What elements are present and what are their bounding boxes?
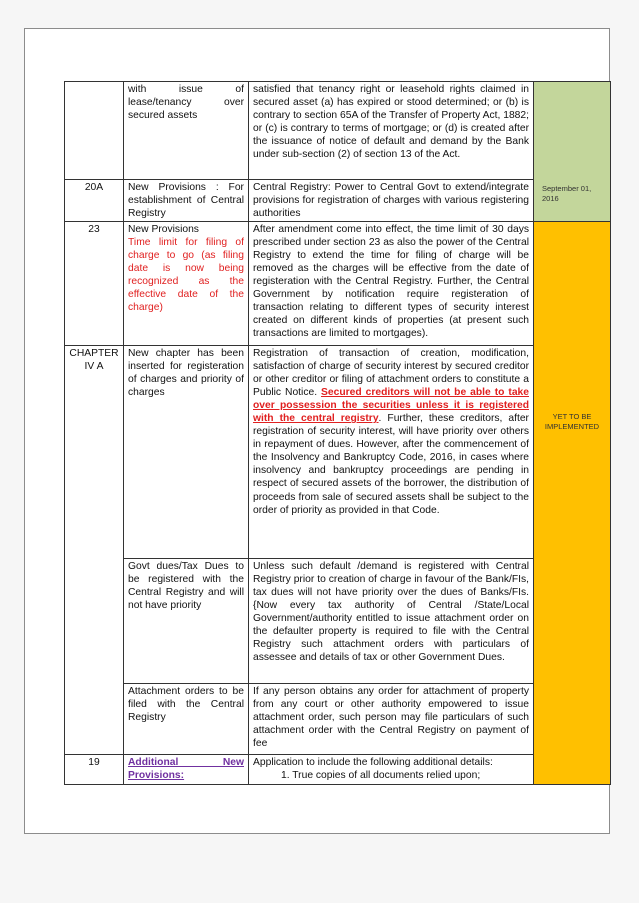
subject-cell (124, 222, 249, 346)
provision-cell: After amendment come into effect, the time limit of 30 days prescribed under section 23 as also the power of the Central Registry to extend the time for filing of charge will be removed as the charges will be effective from the date of registeration with the Central Registry. Further, the Central Government by notification require registeration of transaction relating to different types of security interest created on different kinds of properties (at present such transactions are limited to mortgages). (249, 222, 534, 346)
subject-title: New Provisions (128, 224, 199, 235)
status-pending: YET TO BE IMPLEMENTED (544, 412, 600, 431)
provision-text: . Further, these creditors, after registration of security interest, will have priority over others in repayment of dues. However, after the commencement of the Insolvency and Bankruptcy Code, 2016, in cases where insolvency and bankruptcy proceedings are pending in respect of secured assets of the borrower, the distribution of proceeds from sale of secured assets shall be subject to the order of priority as provided in that Code. (253, 413, 529, 516)
provision-text: Registration of transaction of creation, modification, satisfaction of charge of security interest by secured creditor or other creditor or filing of attachment orders to constitute a Public Notice. (253, 348, 529, 399)
subject-cell: with issue of lease/tenancy over secured assets (124, 82, 249, 180)
subject-cell: Attachment orders to be filed with the Central Registry (124, 684, 249, 755)
status-cell-amber (534, 222, 611, 785)
table-row (65, 755, 611, 785)
provision-highlight: Secured creditors will not be able to take over possession the securities unless it is registered with the central registry (253, 387, 529, 425)
section-cell: 20A (65, 180, 124, 222)
provision-cell: satisfied that tenancy right or leasehold rights claimed in secured asset (a) has expired or stood determined; or (b) is contrary to section 65A of the Transfer of Property Act, 1882; or (c) is contrary to terms of mortgage; or (d) is created after the issuance of notice of default and demand by the Bank under sub-section (2) of section 13 of the Act. (249, 82, 534, 180)
section-cell: 19 (65, 755, 124, 785)
status-cell-green (534, 82, 611, 222)
table-row (65, 82, 611, 180)
subject-cell: New Provisions : For establishment of Central Registry (124, 180, 249, 222)
subject-cell: New chapter has been inserted for registeration of charges and priority of charges (124, 346, 249, 559)
table-row (65, 559, 611, 684)
subject-note-red: Time limit for filing of charge to go (as filing date is now being recognized as the effective date of the charge) (128, 237, 244, 314)
section-cell (65, 82, 124, 180)
status-date: September 01, 2016 (542, 184, 592, 203)
table-row (65, 684, 611, 755)
provision-cell: If any person obtains any order for attachment of property from any court or other authority empowered to issue attachment order, such person may file particulars of such attachment order with the Central Registry on payment of fee (249, 684, 534, 755)
subject-cell (124, 755, 249, 785)
provision-cell (249, 755, 534, 785)
section-cell: CHAPTER IV A (65, 346, 124, 755)
table-row (65, 180, 611, 222)
provision-cell (249, 346, 534, 559)
subject-cell: Govt dues/Tax Dues to be registered with the Central Registry and will not have priority (124, 559, 249, 684)
document-page (24, 28, 610, 834)
provision-text: Application to include the following additional details: (253, 757, 493, 768)
list-item: 1. True copies of all documents relied upon; (281, 770, 481, 782)
subject-title-purple: Additional New Provisions: (128, 757, 244, 782)
provision-cell: Central Registry: Power to Central Govt to extend/integrate provisions for registration of charges with various registering authorities (249, 180, 534, 222)
section-cell: 23 (65, 222, 124, 346)
provision-cell: Unless such default /demand is registered with Central Registry prior to creation of charge in favour of the Bank/FIs, tax dues will not have priority over the dues of Banks/FIs. {Now every tax authority of Central /State/Local Government/authority entitled to issue attachment order on the defaulter property is required to file with the Central Registry such attachment orders with particulars of assessee and details of tax or other Government Dues. (249, 559, 534, 684)
table-row (65, 222, 611, 346)
table-row (65, 346, 611, 559)
amendment-table (64, 81, 611, 785)
